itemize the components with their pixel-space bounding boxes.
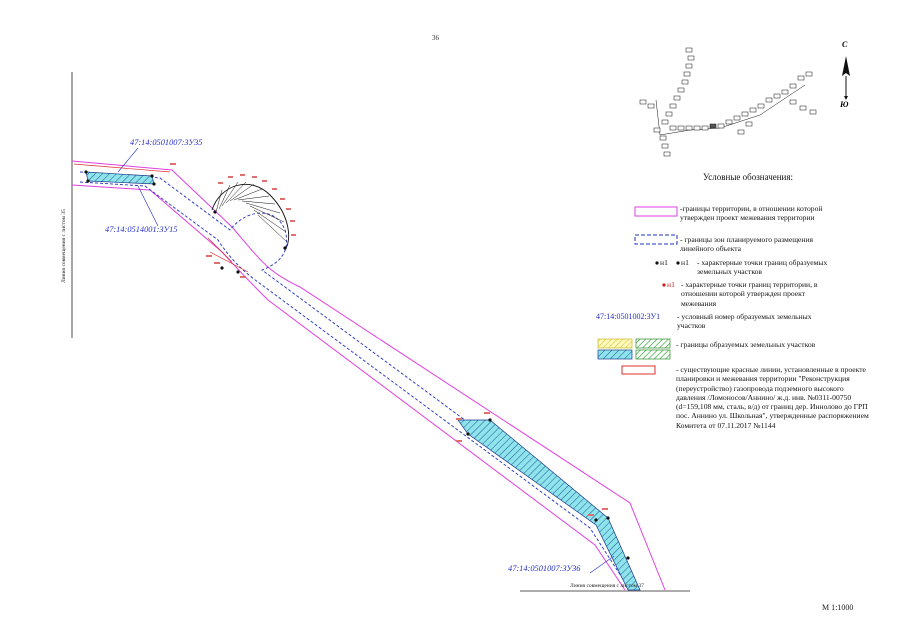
legend-parcel-green xyxy=(636,339,670,348)
legend-item-territory-points: - характерные точки границ территории, в отношении которой утвержден проект межевания xyxy=(681,280,818,308)
legend-parcel-green-2 xyxy=(636,350,670,359)
legend-item-red-lines: - существующие красные линии, установленные в проекте планировки и межевания территории "Реконструкция (переустройство) газопровода подземного высокого давления /Ломоносов/Аннино/ ж.д. инв. №0311-00750 (d=159,108 мм, сталь, в/д) от границ дер. Иннолово до ГРП пос. Аннино ул. Школьная", утвержденные распоряжением Комитета от 07.11.2017 №1144 xyxy=(676,365,869,430)
parcel-label-zu15: 47:14:0514001:ЗУ15 xyxy=(105,225,178,234)
compass-arrow-icon xyxy=(842,56,850,100)
page-number: 36 xyxy=(432,34,439,42)
legend-item-territory: -границы территории, в отношении которой утвержден проект межевания территории xyxy=(680,204,823,223)
parcel-zu35 xyxy=(86,172,154,184)
overview-map xyxy=(640,48,816,156)
legend-item-parcel-points: - характерные точки границ образуемых земельных участков xyxy=(697,258,828,277)
legend-marker-2: н1 xyxy=(667,280,675,289)
legend-zone-symbol xyxy=(635,235,677,244)
parcel-label-zu36: 47:14:0501007:ЗУ36 xyxy=(508,564,581,573)
zone-boundary xyxy=(80,172,640,590)
legend-territory-symbol xyxy=(635,207,677,216)
legend-symbols xyxy=(598,207,680,374)
join-label-bottom: Линия совмещения с листом 37 xyxy=(570,583,644,589)
legend-parcel-yellow xyxy=(598,339,632,348)
legend-title: Условные обозначения: xyxy=(703,172,794,182)
legend-item-parcel-bounds: - границы образуемых земельных участков xyxy=(676,340,816,349)
compass-south-label: Ю xyxy=(840,100,849,109)
join-label-left: Линия совмещения с листом 35 xyxy=(61,209,67,283)
parcel-label-zu35: 47:14:0501007:ЗУ35 xyxy=(130,138,203,147)
scale-label: М 1:1000 xyxy=(822,603,854,612)
fan-point-labels xyxy=(218,174,296,236)
legend-parcel-blue xyxy=(598,350,632,359)
legend-item-zone: - границы зон планируемого размещения линейного объекта xyxy=(680,235,814,254)
legend-item-parcel-number: - условный номер образуемых земельных участков xyxy=(677,312,812,331)
fan-feature xyxy=(212,182,289,250)
legend-parcel-code: 47:14:0501002:ЗУ1 xyxy=(596,312,661,321)
legend-marker-1b: н1 xyxy=(681,258,689,267)
compass-north-label: С xyxy=(842,40,848,49)
legend-marker-1a: н1 xyxy=(660,258,668,267)
legend-red-line-symbol xyxy=(622,366,655,374)
